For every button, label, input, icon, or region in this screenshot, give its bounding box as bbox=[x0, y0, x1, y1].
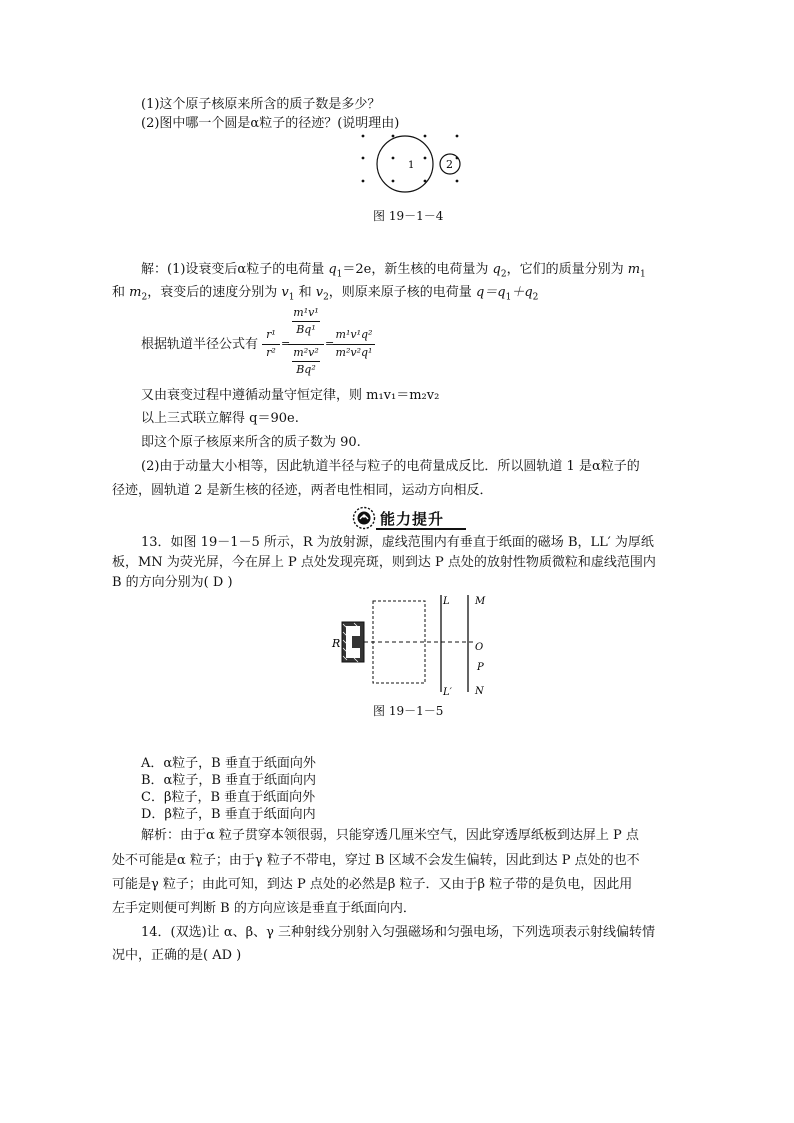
formula-bar-bot bbox=[292, 361, 320, 362]
formula-bar-r bbox=[262, 344, 280, 345]
q13-line-1: 13．如图 19－1－5 所示，R 为放射源，虚线范围内有垂直于纸面的磁场 B，LL′ 为厚纸 bbox=[141, 535, 654, 550]
formula-r2: r² bbox=[266, 346, 276, 359]
solution-line-5: 以上三式联立解得 q＝90e. bbox=[141, 411, 299, 426]
formula-equals-1: = bbox=[281, 337, 291, 350]
question-part-2: (2)图中哪一个圆是α粒子的径迹？(说明理由) bbox=[141, 116, 400, 131]
solution-line-1: 解：(1)设衰变后α粒子的电荷量 $q_1=2e$，新生核的电荷量为 $q_2$，它们的质量分别为 $m_1$ bbox=[141, 262, 646, 280]
figure-caption-19-1-5: 图 19－1－5 bbox=[373, 704, 444, 718]
section-title: 能力提升 bbox=[380, 510, 445, 528]
label-L: L bbox=[443, 596, 450, 607]
formula-lead-text: 根据轨道半径公式有 bbox=[141, 337, 259, 352]
solution-line-6: 即这个原子核原来所含的质子数为 90. bbox=[141, 435, 361, 450]
label-M: M bbox=[475, 596, 486, 607]
formula-bot-den: Bq² bbox=[296, 363, 316, 376]
field-dots bbox=[362, 135, 459, 183]
analysis-line-3: 可能是γ 粒子；由此可知，到达 P 点处的必然是β 粒子．又由于β 粒子带的是负电，因此用 bbox=[112, 877, 633, 892]
solution-line-2: 和 $m_2$，衰变后的速度分别为 $v_1$ 和 $v_2$，则原来原子核的电荷量 $q=q_1+q_2$ bbox=[112, 285, 539, 303]
radiation-source bbox=[342, 622, 364, 662]
figure-caption-19-1-4: 图 19－1－4 bbox=[373, 209, 444, 223]
option-b: B．α粒子，B 垂直于纸面向内 bbox=[141, 773, 317, 788]
figure-19-1-5 bbox=[328, 590, 498, 700]
q14-line-1: 14．(双选)让 α、β、γ 三种射线分别射入匀强磁场和匀强电场，下列选项表示射线偏转情 bbox=[141, 925, 656, 940]
formula-result-den: m²v²q¹ bbox=[335, 346, 373, 359]
analysis-line-1: 解析：由于α 粒子贯穿本领很弱，只能穿透几厘米空气，因此穿透厚纸板到达屏上 P 点 bbox=[141, 828, 639, 843]
section-underline bbox=[376, 528, 466, 530]
formula-r1: r¹ bbox=[266, 328, 276, 341]
label-O: O bbox=[475, 642, 484, 653]
solution-line-4: 又由衰变过程中遵循动量守恒定律，则 m₁v₁＝m₂v₂ bbox=[141, 388, 440, 403]
figure-19-1-4 bbox=[355, 126, 467, 206]
track-label-1: 1 bbox=[408, 160, 415, 171]
formula-bot-num: m²v² bbox=[293, 346, 319, 359]
formula-top-den: Bq¹ bbox=[296, 323, 316, 336]
section-banner bbox=[352, 506, 466, 530]
option-d: D．β粒子，B 垂直于纸面向内 bbox=[141, 807, 316, 822]
gear-icon bbox=[352, 506, 376, 530]
question-part-1: (1)这个原子核原来所含的质子数是多少？ bbox=[141, 97, 381, 112]
formula-result-num: m¹v¹q² bbox=[335, 328, 373, 341]
formula-bar-main bbox=[288, 344, 324, 345]
label-N: N bbox=[475, 686, 484, 697]
analysis-line-2: 处不可能是α 粒子；由于γ 粒子不带电，穿过 B 区域不会发生偏转，因此到达 P 点处的也不 bbox=[112, 853, 640, 868]
q13-line-3: B 的方向分别为( D ) bbox=[112, 575, 233, 590]
label-Lprime: L′ bbox=[443, 687, 452, 698]
track-circle-1 bbox=[377, 136, 433, 192]
solution-line-8: 径迹，圆轨道 2 是新生核的径迹，两者电性相同，运动方向相反． bbox=[112, 483, 493, 498]
solution-line-7: (2)由于动量大小相等，因此轨道半径与粒子的电荷量成反比．所以圆轨道 1 是α粒子的 bbox=[141, 459, 640, 474]
q13-line-2: 板，MN 为荧光屏，今在屏上 P 点处发现亮斑，则到达 P 点处的放射性物质微粒和虚线范围内 bbox=[112, 555, 656, 570]
formula-bar-top bbox=[292, 321, 320, 322]
track-label-2: 2 bbox=[446, 158, 453, 171]
q14-line-2: 况中，正确的是( AD ) bbox=[112, 948, 242, 963]
option-a: A．α粒子，B 垂直于纸面向外 bbox=[141, 756, 316, 771]
label-R: R bbox=[332, 637, 341, 650]
formula-top-num: m¹v¹ bbox=[293, 306, 319, 319]
label-P: P bbox=[477, 662, 484, 673]
analysis-line-4: 左手定则便可判断 B 的方向应该是垂直于纸面向内． bbox=[112, 901, 416, 916]
formula-bar-result bbox=[333, 344, 375, 345]
formula-equals-2: = bbox=[325, 337, 335, 350]
option-c: C．β粒子，B 垂直于纸面向外 bbox=[141, 790, 316, 805]
